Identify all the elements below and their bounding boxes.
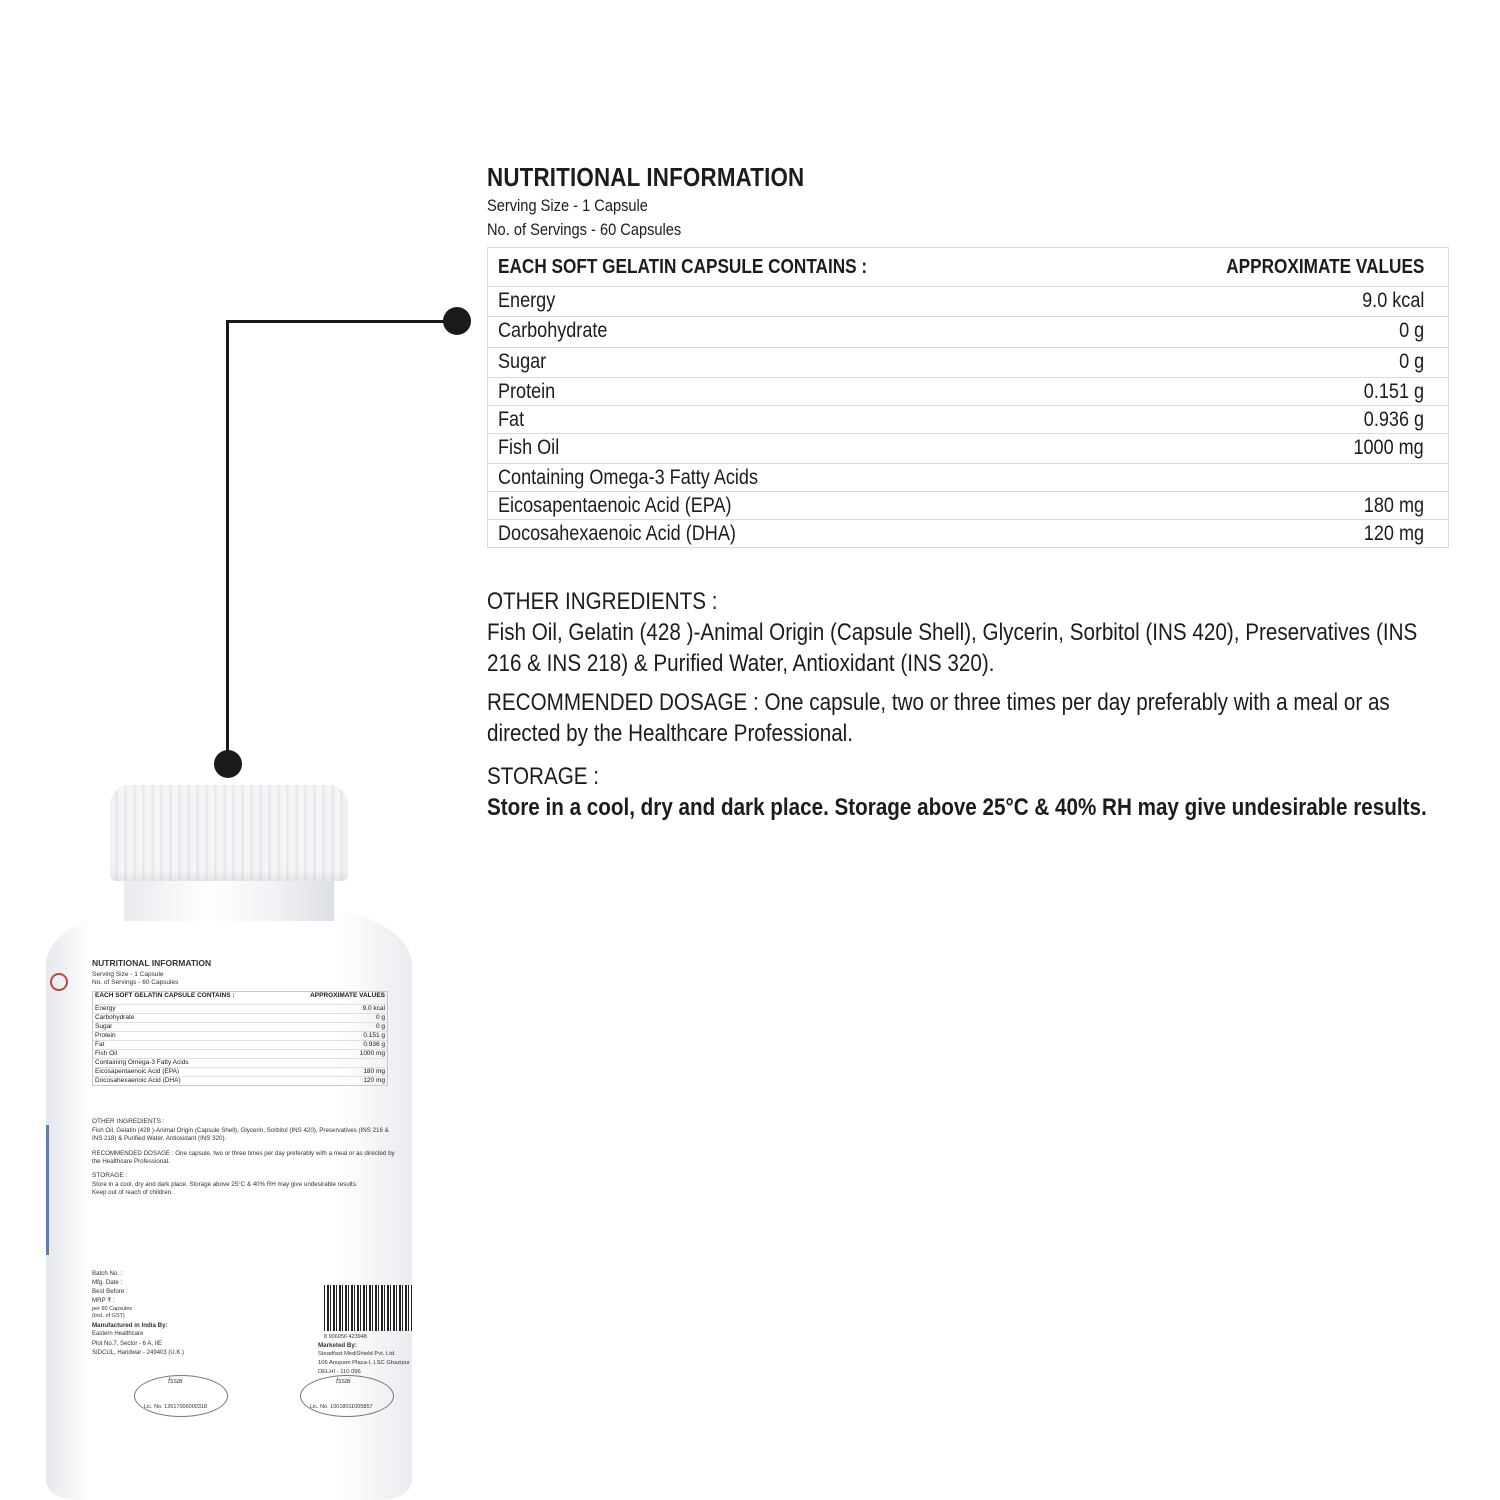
mini-marketer-name: Steadfast MediShield Pvt. Ltd. (318, 1351, 396, 1357)
row-label: Fat (498, 408, 525, 431)
mini-row-label: Sugar (95, 1023, 113, 1030)
fssai-logo-1: fssai (168, 1378, 183, 1385)
mini-mrp: MRP ₹ : (92, 1297, 115, 1304)
mini-batch: Batch No. : (92, 1270, 123, 1277)
table-row (488, 433, 1448, 463)
mini-row-label: Fat (95, 1041, 105, 1048)
mini-row-label: Energy (95, 1005, 116, 1012)
mini-manufacturer-name: Eastern Healthcare (92, 1331, 144, 1337)
mini-row-value: 120 mg (363, 1077, 385, 1084)
mini-serving-size: Serving Size - 1 Capsule (92, 971, 164, 978)
row-label: Docosahexaenoic Acid (DHA) (498, 522, 736, 545)
mini-row-value: 0 g (375, 1023, 385, 1030)
mini-lic-1: Lic. No. 12617006000318 (144, 1404, 207, 1410)
mini-row-label: Fish Oil (95, 1050, 118, 1057)
connector-end-dot (443, 307, 471, 335)
mini-table-row (93, 1031, 387, 1040)
bottle-label (46, 955, 412, 1435)
mini-header-value: APPROXIMATE VALUES (310, 992, 385, 999)
mini-marketed-heading: Marketed By: (318, 1342, 357, 1349)
mini-table-row (93, 1067, 387, 1076)
mini-incl-gst: (Incl. of GST) (92, 1313, 125, 1319)
mini-row-value: 1000 mg (359, 1050, 385, 1057)
dosage-text: One capsule, two or three times per day preferably with a meal or as directed by the Healthcare Professional. (487, 689, 1390, 747)
connector-vertical-line (226, 320, 229, 764)
row-label: Protein (498, 380, 556, 403)
table-row (488, 405, 1448, 433)
row-value: 180 mg (1363, 494, 1424, 517)
serving-size: Serving Size - 1 Capsule (487, 196, 648, 215)
row-label: Energy (498, 289, 556, 312)
mini-title: NUTRITIONAL INFORMATION (92, 958, 212, 968)
row-label: Eicosapentaenoic Acid (EPA) (498, 494, 732, 517)
mini-row-label: Carbohydrate (95, 1014, 135, 1021)
fssai-logo-2: fssai (336, 1378, 351, 1385)
row-value: 0.151 g (1363, 380, 1424, 403)
mini-per-pack: per 60 Capsules (92, 1306, 133, 1312)
table-row (488, 286, 1448, 316)
mini-storage-heading: STORAGE : (92, 1172, 128, 1179)
bottle-cap (110, 785, 348, 881)
mini-table-header (93, 992, 387, 1004)
mini-row-label: Docosahexaenoic Acid (DHA) (95, 1077, 181, 1084)
mini-row-label: Containing Omega-3 Fatty Acids (95, 1059, 189, 1066)
storage-heading: STORAGE : (487, 763, 600, 790)
mini-storage-line2: Keep out of reach of children. (92, 1189, 173, 1196)
mini-mfg-date: Mfg. Date : (92, 1279, 123, 1286)
other-ingredients-text: Fish Oil, Gelatin (428 )-Animal Origin (Capsule Shell), Glycerin, Sorbitol (INS 420), Preservatives (INS 216 & INS 218) & Purified Water, Antioxidant (INS 320). (487, 619, 1418, 677)
row-value: 0 g (1398, 350, 1424, 373)
non-veg-icon (50, 973, 68, 991)
row-value: 0.936 g (1363, 408, 1424, 431)
table-header-value: APPROXIMATE VALUES (1225, 256, 1424, 278)
label-accent-stripe (46, 1125, 49, 1255)
table-row (488, 463, 1448, 491)
dosage-block (487, 687, 1442, 749)
table-header-label: EACH SOFT GELATIN CAPSULE CONTAINS : (498, 256, 868, 278)
panel-title: NUTRITIONAL INFORMATION (487, 162, 805, 192)
row-value: 120 mg (1363, 522, 1424, 545)
mini-row-value: 0.936 g (363, 1041, 385, 1048)
mini-row-value: 180 mg (363, 1068, 385, 1075)
mini-table-row (93, 1022, 387, 1031)
mini-row-label: Protein (95, 1032, 116, 1039)
mini-dosage-line2: the Healthcare Professional. (92, 1158, 170, 1165)
mini-dosage-line1: RECOMMENDED DOSAGE : One capsule, two or three times per day preferably with a meal or as directed by (92, 1150, 395, 1157)
row-value: 9.0 kcal (1361, 289, 1424, 312)
connector-horizontal-line (227, 320, 459, 323)
mini-other-line1: Fish Oil, Gelatin (428 )-Animal Origin (Capsule Shell), Glycerin, Sorbitol (INS 420), Preservatives (INS 216 & (92, 1127, 389, 1134)
mini-manufacturer-line2: SIDCUL, Haridwar - 249403 (U.K.) (92, 1350, 185, 1356)
mini-row-value: 0.151 g (363, 1032, 385, 1039)
mini-table-row (93, 1013, 387, 1022)
barcode-number: 8 906056 423948 (324, 1334, 367, 1340)
table-row (488, 491, 1448, 519)
row-value: 0 g (1398, 319, 1424, 342)
mini-table-row (93, 1058, 387, 1067)
mini-header-label: EACH SOFT GELATIN CAPSULE CONTAINS : (95, 992, 235, 999)
mini-other-heading: OTHER INGREDIENTS : (92, 1118, 165, 1125)
label-left-strip (48, 960, 67, 1420)
mini-row-value: 0 g (375, 1014, 385, 1021)
row-value: 1000 mg (1353, 436, 1424, 459)
row-label: Fish Oil (498, 436, 560, 459)
servings-count: No. of Servings - 60 Capsules (487, 220, 682, 239)
mini-row-value: 9.0 kcal (362, 1005, 385, 1012)
mini-other-line2: INS 218) & Purified Water, Antioxidant (INS 320). (92, 1135, 227, 1142)
table-row (488, 519, 1448, 547)
mini-marketer-line2: DELHI - 110 096 (318, 1369, 361, 1375)
mini-manufactured-heading: Manufactured in India By: (92, 1322, 168, 1329)
table-row (488, 347, 1448, 377)
mini-table-row (93, 1076, 387, 1085)
mini-best-before: Best Before : (92, 1288, 128, 1295)
nutrition-table (487, 247, 1449, 548)
row-label: Containing Omega-3 Fatty Acids (498, 466, 759, 489)
label-right-strip (394, 955, 410, 1425)
table-row (488, 377, 1448, 405)
table-row (488, 316, 1448, 347)
bottle-neck (124, 881, 334, 921)
other-ingredients-heading: OTHER INGREDIENTS : (487, 588, 718, 615)
mini-manufacturer-line1: Plot No.7, Sector - 6 A, IIE (92, 1341, 163, 1347)
mini-table-row (93, 1040, 387, 1049)
row-label: Carbohydrate (498, 319, 608, 342)
connector-start-dot (214, 750, 242, 778)
mini-row-label: Eicosapentaenoic Acid (EPA) (95, 1068, 180, 1075)
mini-servings: No. of Servings - 60 Capsules (92, 979, 179, 986)
barcode (324, 1285, 412, 1331)
mini-table-row (93, 1049, 387, 1058)
table-header-row (488, 248, 1448, 286)
mini-storage-line1: Store in a cool, dry and dark place. Storage above 25°C & 40% RH may give undesirable results. (92, 1181, 358, 1188)
mini-nutrition-table (92, 991, 388, 1086)
mini-marketer-line1: 106 Anupam Plaza-I, LSC Ghazipur (318, 1360, 410, 1366)
supplement-bottle (46, 785, 412, 1500)
mini-lic-2: Lic. No. 10018011005857 (310, 1404, 373, 1410)
mini-table-row (93, 1004, 387, 1013)
storage-text: Store in a cool, dry and dark place. Storage above 25°C & 40% RH may give undesirable results. (487, 794, 1427, 821)
row-label: Sugar (498, 350, 547, 373)
dosage-heading: RECOMMENDED DOSAGE : (487, 689, 759, 716)
